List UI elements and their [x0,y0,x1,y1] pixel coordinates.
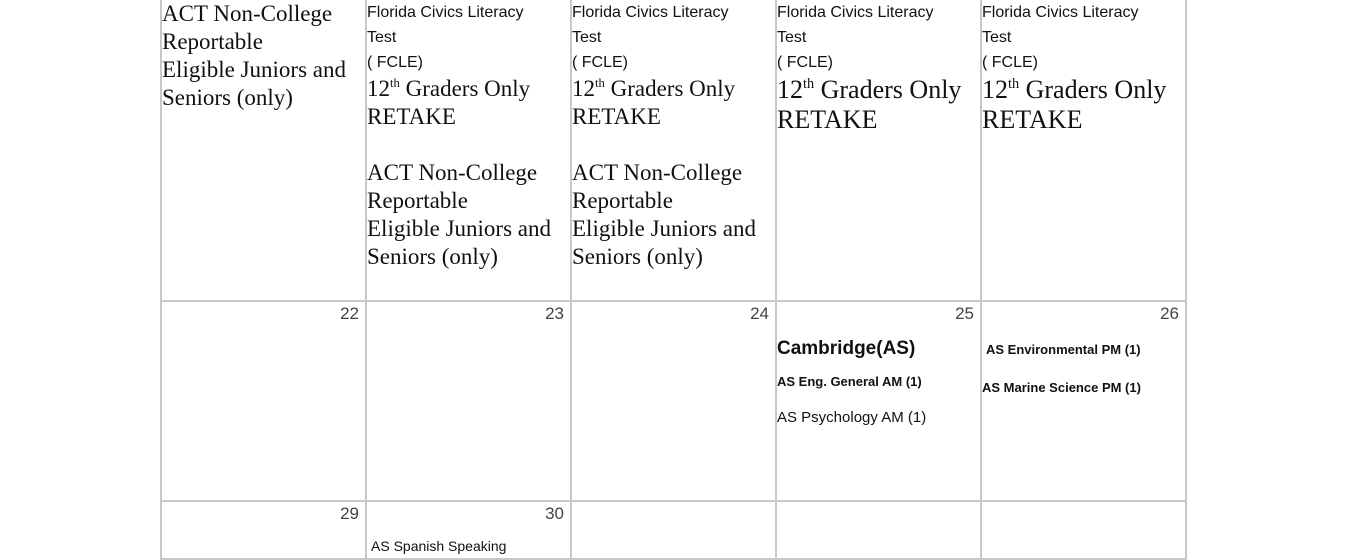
grade-line [777,75,980,105]
grade-text: Graders Only [1019,75,1167,104]
grade-number: 12 [367,76,390,101]
day-number: 25 [955,304,974,323]
act-event [367,159,570,271]
calendar-day-cell [365,500,572,560]
grade-suffix: th [1008,76,1020,92]
calendar-day-cell [775,300,982,502]
calendar-day-cell [775,0,982,302]
event-text: Reportable [367,188,468,213]
event-text: Eligible Juniors and [162,57,346,82]
calendar-day-cell [980,300,1187,502]
calendar-day-cell [160,0,367,302]
grade-line [572,75,775,103]
calendar-day-cell [365,300,572,502]
grade-number: 12 [982,75,1008,104]
grade-number: 12 [777,75,803,104]
fcle-event [572,0,775,75]
event-text: Test [367,29,397,46]
retake-label: RETAKE [367,104,456,129]
grade-text: Graders Only [814,75,962,104]
calendar-day-cell [980,0,1187,302]
calendar-week-row [160,0,1196,300]
event-text: Test [982,29,1012,46]
calendar-day-cell [160,500,367,560]
day-number: 26 [1160,304,1179,323]
fcle-event [367,0,570,75]
calendar-grid [160,0,1196,558]
grade-text: Graders Only [399,76,531,101]
grade-text: Graders Only [604,76,736,101]
grade-suffix: th [595,76,605,91]
event-text: ACT Non-College [572,160,743,185]
event-item: AS Marine Science PM (1) [982,380,1141,395]
calendar-day-cell [570,300,777,502]
event-item: AS Spanish Speaking [371,538,507,554]
act-event [162,0,365,112]
event-text: ( FCLE) [367,54,423,71]
event-text: Test [777,29,807,46]
event-text: Seniors (only) [162,85,293,110]
event-text: ACT Non-College [367,160,538,185]
grade-suffix: th [803,76,815,92]
event-item: AS Environmental PM (1) [986,342,1141,357]
day-number: 30 [545,504,564,523]
event-text: Eligible Juniors and [572,216,756,241]
calendar-week-row [160,300,1196,500]
event-text: Reportable [162,29,263,54]
grade-line [982,75,1185,105]
retake-label: RETAKE [982,105,1083,134]
grade-suffix: th [390,76,400,91]
event-text: ( FCLE) [777,54,833,71]
event-text: ACT Non-College [162,1,333,26]
event-item: AS Psychology AM (1) [777,409,927,426]
event-item: AS Eng. General AM (1) [777,374,922,389]
fcle-event [777,0,980,75]
event-text: Test [572,29,602,46]
event-text: Reportable [572,188,673,213]
event-text: Florida Civics Literacy [982,4,1139,21]
calendar-day-cell [775,500,982,560]
act-event [572,159,775,271]
event-text: Florida Civics Literacy [572,4,729,21]
calendar-day-cell [365,0,572,302]
event-text: Florida Civics Literacy [777,4,934,21]
retake-label: RETAKE [777,105,878,134]
event-text: ( FCLE) [982,54,1038,71]
day-number: 23 [545,304,564,323]
calendar-day-cell [570,500,777,560]
retake-label: RETAKE [572,104,661,129]
event-text: Seniors (only) [572,244,703,269]
event-text: ( FCLE) [572,54,628,71]
calendar-day-cell [570,0,777,302]
day-number: 24 [750,304,769,323]
fcle-event [982,0,1185,75]
event-title: Cambridge(AS) [777,338,916,359]
calendar-day-cell [160,300,367,502]
grade-line [367,75,570,103]
calendar-week-row [160,500,1196,558]
event-text: Seniors (only) [367,244,498,269]
grade-number: 12 [572,76,595,101]
day-number: 22 [340,304,359,323]
day-number: 29 [340,504,359,523]
event-text: Florida Civics Literacy [367,4,524,21]
event-text: Eligible Juniors and [367,216,551,241]
calendar-day-cell [980,500,1187,560]
